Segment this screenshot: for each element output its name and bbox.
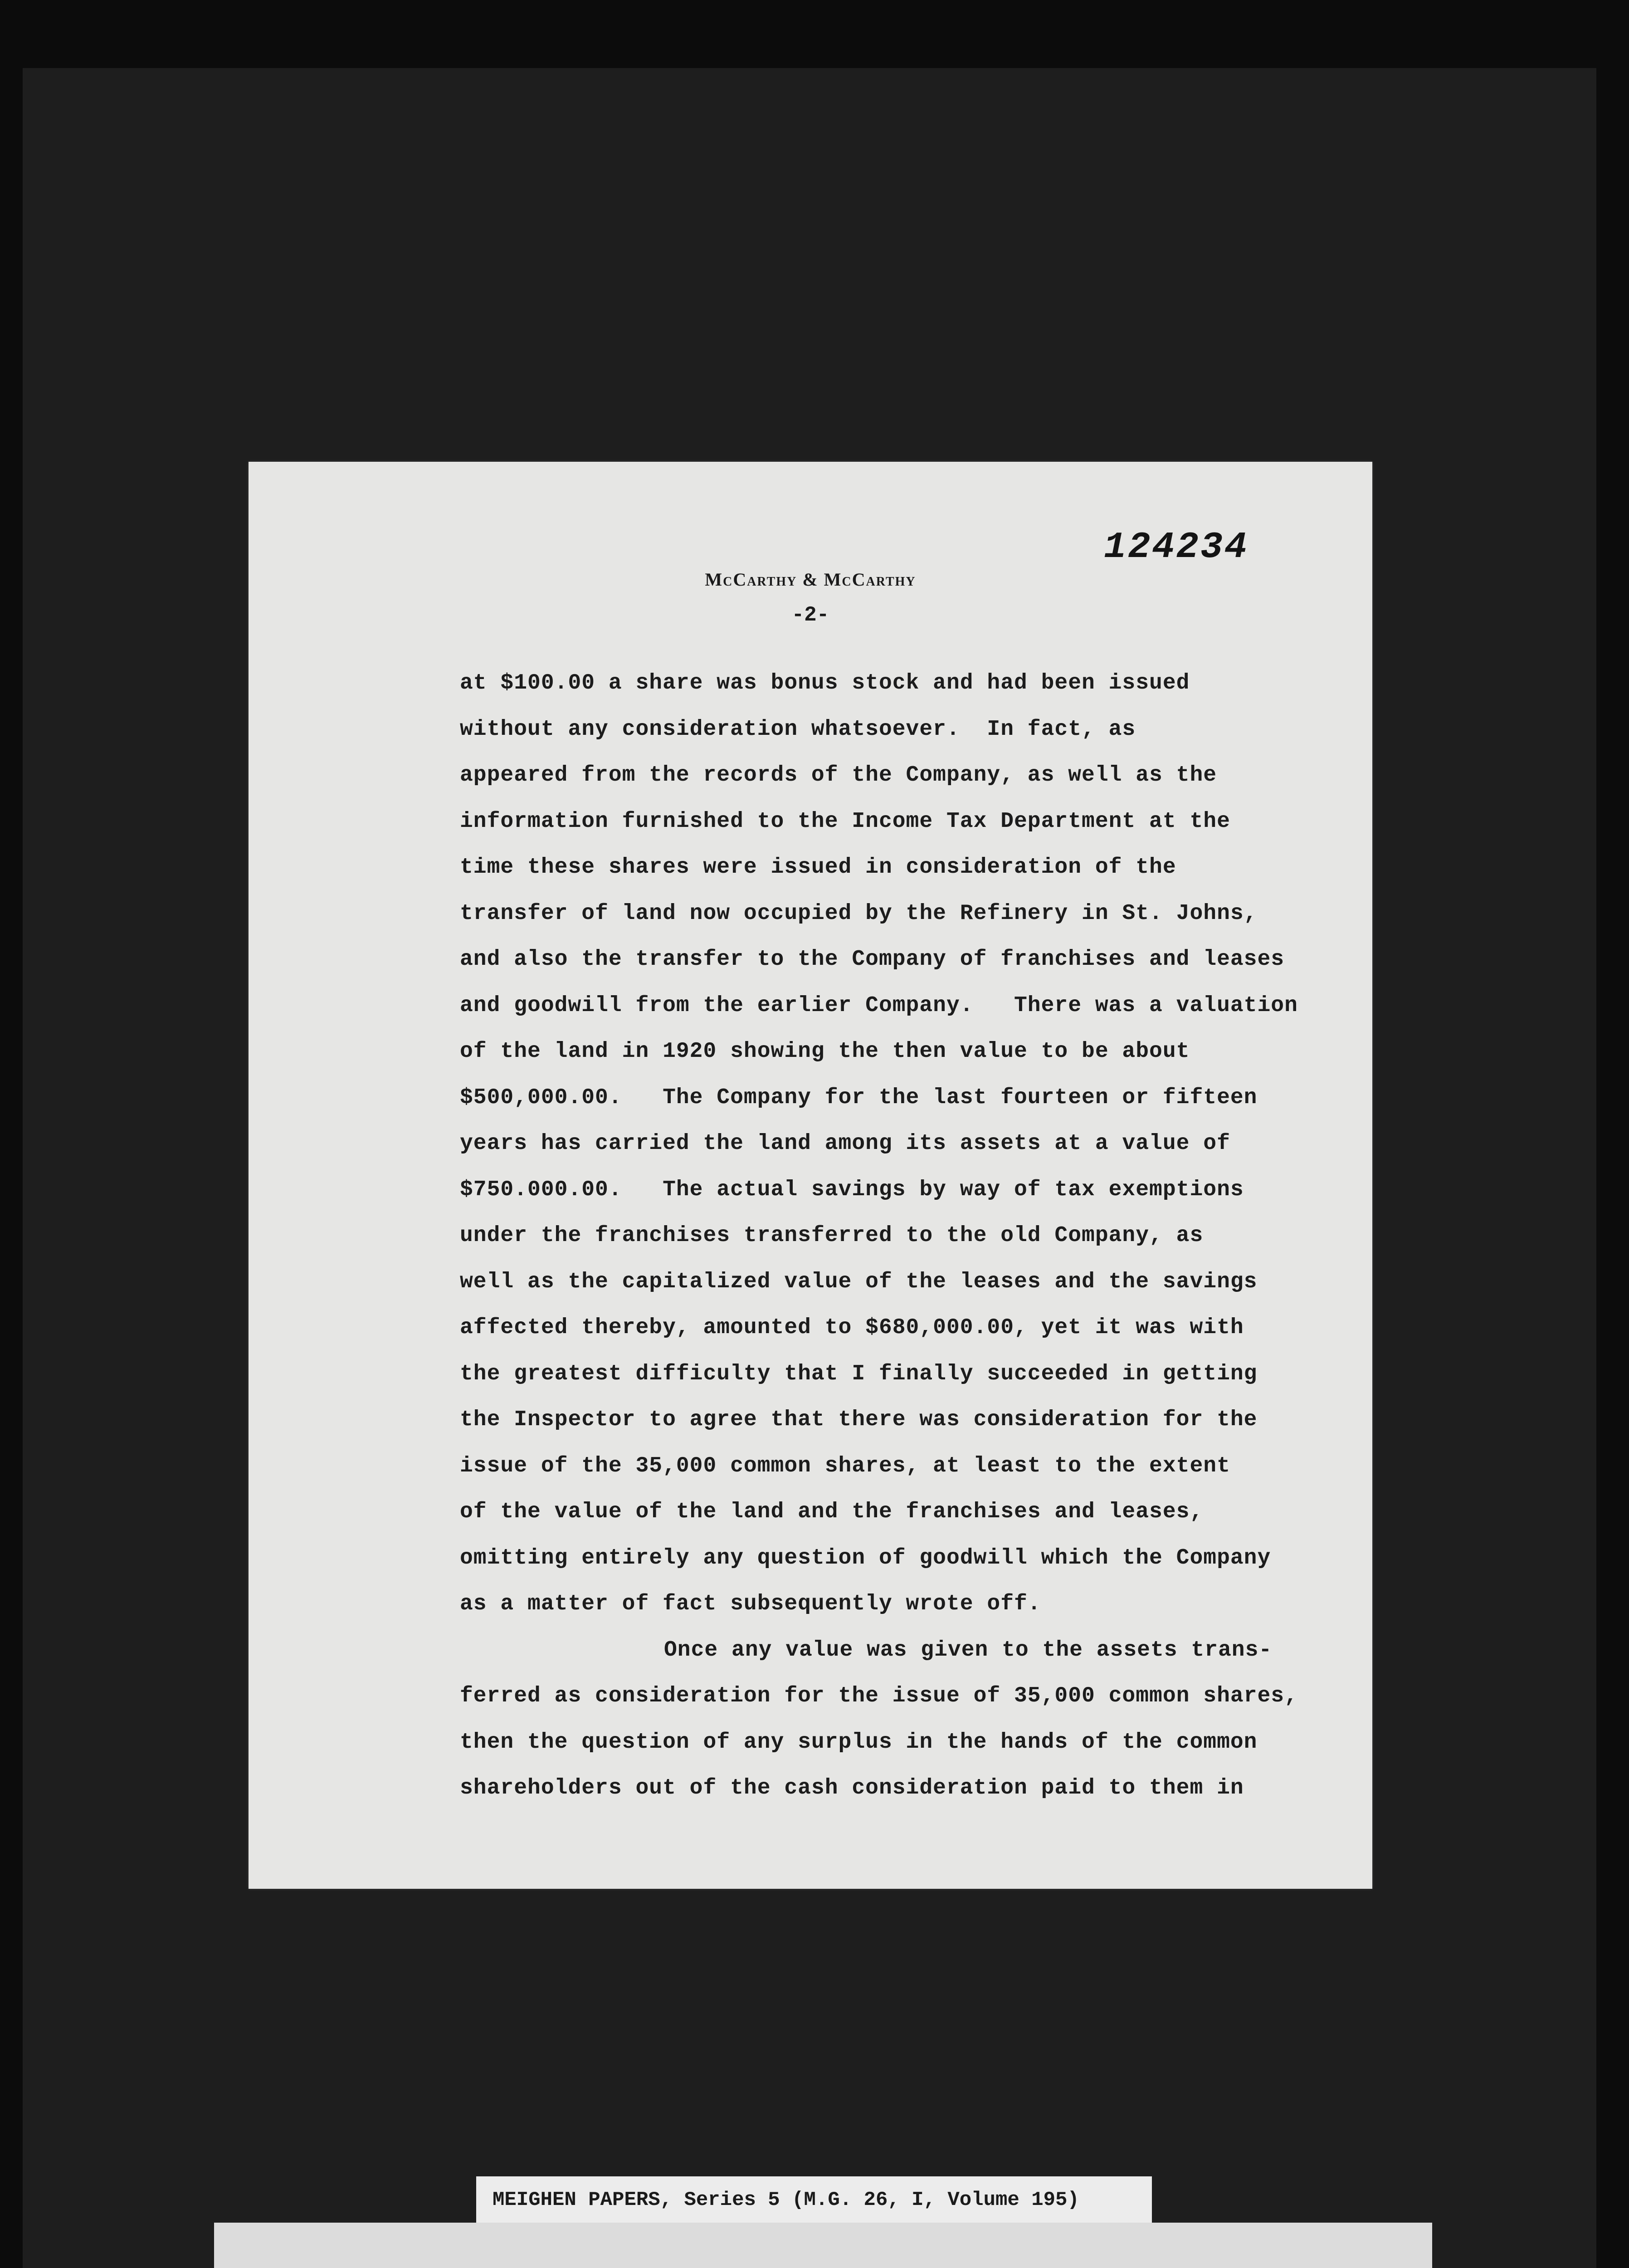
body-line: under the franchises transferred to the old Company, as	[460, 1223, 1204, 1248]
body-line: years has carried the land among its assets at a value of	[460, 1131, 1230, 1156]
body-line: omitting entirely any question of goodwill which the Company	[460, 1545, 1271, 1570]
document-number: 124234	[1104, 526, 1249, 568]
body-line: of the value of the land and the franchises and leases,	[460, 1500, 1204, 1524]
letter-page	[249, 462, 1372, 1889]
page-number: -2-	[791, 603, 829, 627]
body-line: ferred as consideration for the issue of 35,000 common shares,	[460, 1684, 1298, 1708]
archives-card	[214, 2223, 1432, 2268]
body-line: information furnished to the Income Tax Department at the	[460, 809, 1230, 834]
body-line: transfer of land now occupied by the Refinery in St. Johns,	[460, 901, 1258, 926]
body-line-paragraph-start: Once any value was given to the assets trans-	[664, 1637, 1273, 1662]
body-line: the greatest difficulty that I finally succeeded in getting	[460, 1361, 1258, 1386]
letter-body	[460, 660, 1349, 1812]
body-line: shareholders out of the cash consideration paid to them in	[460, 1776, 1244, 1800]
body-line: $750.000.00. The actual savings by way of tax exemptions	[460, 1177, 1244, 1202]
body-line: $500,000.00. The Company for the last fourteen or fifteen	[460, 1085, 1258, 1110]
letterhead: McCarthy & McCarthy	[705, 569, 916, 590]
series-label: MEIGHEN PAPERS, Series 5 (M.G. 26, I, Volume 195)	[476, 2176, 1152, 2224]
body-line: issue of the 35,000 common shares, at least to the extent	[460, 1453, 1230, 1478]
body-line: affected thereby, amounted to $680,000.00, yet it was with	[460, 1315, 1244, 1340]
body-line: without any consideration whatsoever. In fact, as	[460, 717, 1136, 742]
body-line: then the question of any surplus in the hands of the common	[460, 1730, 1258, 1755]
body-line: well as the capitalized value of the leases and the savings	[460, 1269, 1258, 1294]
body-line: and also the transfer to the Company of franchises and leases	[460, 947, 1285, 972]
body-line: time these shares were issued in consideration of the	[460, 855, 1176, 880]
body-line: appeared from the records of the Company, as well as the	[460, 763, 1217, 787]
body-line: as a matter of fact subsequently wrote off.	[460, 1592, 1041, 1616]
body-line: of the land in 1920 showing the then value to be about	[460, 1039, 1190, 1064]
body-line: at $100.00 a share was bonus stock and had been issued	[460, 671, 1190, 695]
body-line: the Inspector to agree that there was consideration for the	[460, 1408, 1258, 1432]
body-line: and goodwill from the earlier Company. There was a valuation	[460, 993, 1298, 1018]
